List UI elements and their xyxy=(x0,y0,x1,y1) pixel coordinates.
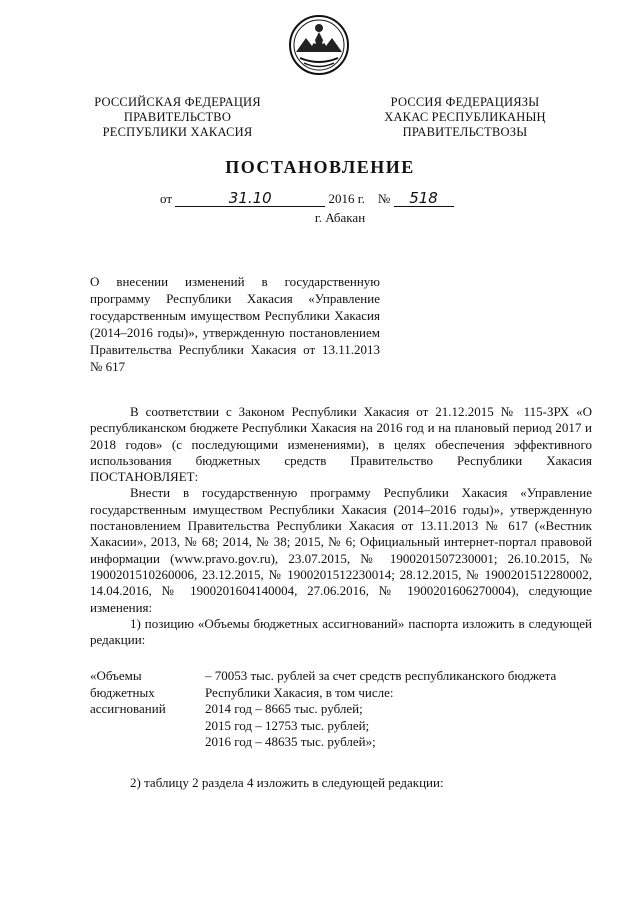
budget-value-cell xyxy=(205,668,595,751)
city-line: г. Абакан xyxy=(314,210,366,225)
document-subject: О внесении изменений в государственную программу Республики Хакасия «Управление государственным имуществом Республики Хакасия (2014–2016 годы)», утвержденную постановлением Правительства Республики Хакасия от 13.11.2013 № 617 xyxy=(90,274,380,374)
paragraph-amendment: Внести в государственную программу Республики Хакасия «Управление государственным имуществом Республики Хакасия (2014–2016 годы)», утвержденную постановлением Правительства Республики Хакасия от 13.11.2013 № 617 («Вестник Хакасии», 2013, № 68; 2014, № 38; 2015, № 6; Официальный интернет-портал правовой информации (www.pravo.gov.ru), 23.07.2015, № 1900201507230001; 26.10.2015, № 1900201510260006, 23.12.2015, № 1900201512230014; 28.12.2015, № 1900201512280002, 14.04.2016, № 1900201604140004, 27.06.2016, № 1900201606270004), следующие изменения: xyxy=(90,485,592,615)
date-number-line xyxy=(160,191,454,207)
value-line: Республики Хакасия, в том числе: xyxy=(205,684,394,700)
handwritten-number: 518 xyxy=(394,191,454,207)
label-line: бюджетных xyxy=(90,684,155,700)
issuer-russian-block xyxy=(80,95,275,140)
value-line: – 70053 тыс. рублей за счет средств республиканского бюджета xyxy=(205,668,557,683)
document-title: ПОСТАНОВЛЕНИЕ xyxy=(225,157,415,177)
value-line: 2014 год – 8665 тыс. рублей; xyxy=(205,701,363,716)
issuer-line: ПРАВИТЕЛЬСТВОЗЫ xyxy=(402,125,528,139)
issuer-khakas-block xyxy=(365,95,565,140)
issuer-line: ПРАВИТЕЛЬСТВО xyxy=(123,110,232,124)
handwritten-date: 31.10 xyxy=(175,191,325,207)
value-line: 2015 год – 12753 тыс. рублей; xyxy=(205,717,370,733)
issuer-line: РОССИЯ ФЕДЕРАЦИЯЗЫ xyxy=(390,95,540,109)
value-line: 2016 год – 48635 тыс. рублей»; xyxy=(205,734,376,749)
paragraph-item-2: 2) таблицу 2 раздела 4 изложить в следующей редакции: xyxy=(130,775,444,790)
body-section xyxy=(90,404,592,648)
issuer-line: РЕСПУБЛИКИ ХАКАСИЯ xyxy=(102,125,253,139)
number-label: № xyxy=(377,191,391,206)
paragraph-preamble: В соответствии с Законом Республики Хакасия от 21.12.2015 № 115-ЗРХ «О республиканском бюджете Республики Хакасия на 2016 год и на плановый период 2017 и 2018 годов» (с последующими изменениями), в целях обеспечения эффективного использования бюджетных средств Правительство Республики Хакасия ПОСТАНОВЛЯЕТ: xyxy=(90,404,592,485)
date-year: 2016 г. xyxy=(328,191,365,206)
issuer-line: ХАКАС РЕСПУБЛИКАНЫҢ xyxy=(384,110,546,124)
issuer-line: РОССИЙСКАЯ ФЕДЕРАЦИЯ xyxy=(94,95,261,109)
label-line: «Объемы xyxy=(90,668,142,683)
budget-label-cell xyxy=(90,668,200,718)
paragraph-item-1: 1) позицию «Объемы бюджетных ассигнований» паспорта изложить в следующей редакции: xyxy=(90,615,592,648)
label-line: ассигнований xyxy=(90,701,166,716)
coat-of-arms-icon xyxy=(288,14,350,76)
date-prefix: от xyxy=(160,191,173,206)
